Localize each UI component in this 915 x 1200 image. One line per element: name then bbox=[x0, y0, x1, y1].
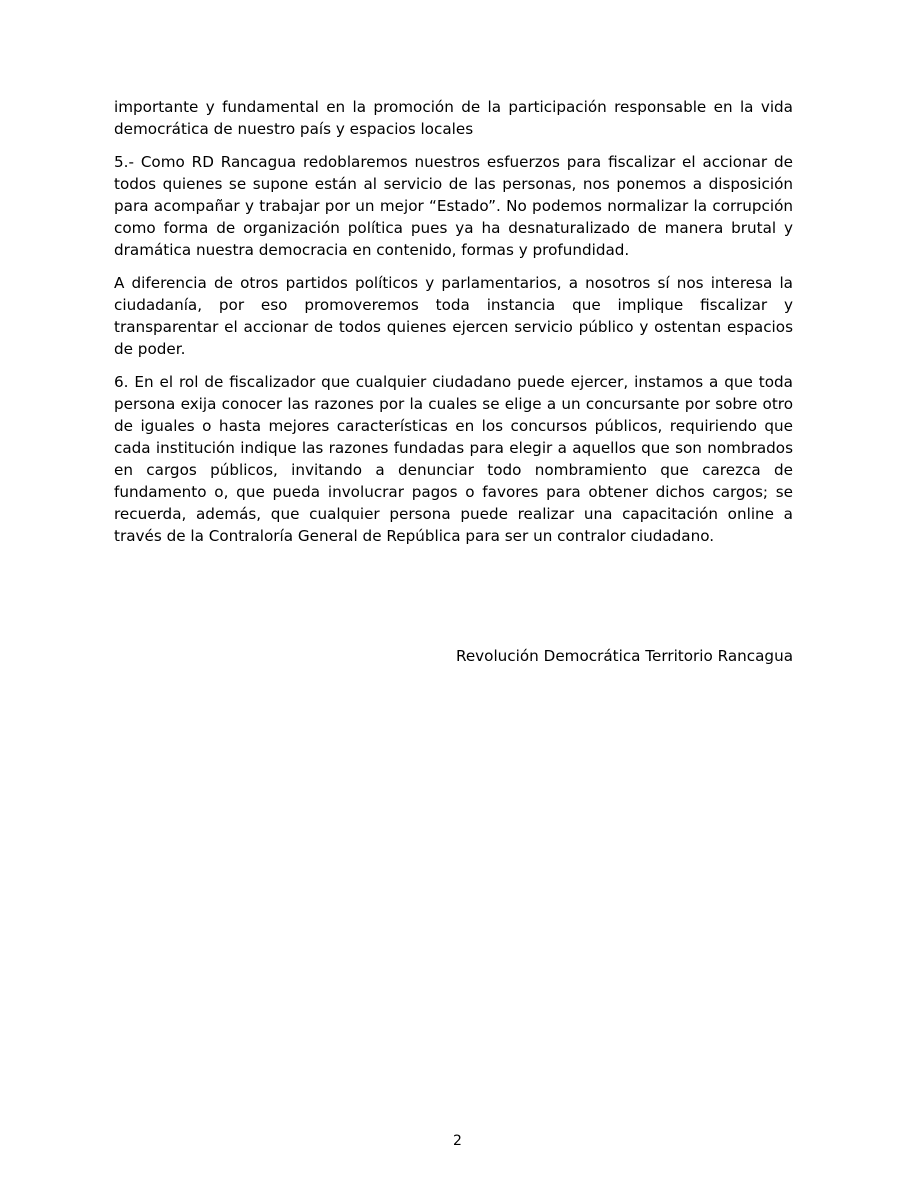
paragraph-point-6: 6. En el rol de fiscalizador que cualquier ciudadano puede ejercer, instamos a que toda persona exija conocer las razones por la cuales se elige a un concursante por sobre otro de iguales o hasta mejores características en los concursos públicos, requiriendo que cada institución indique las razones fundadas para elegir a aquellos que son nombrados en cargos públicos, invitando a denunciar todo nombramiento que carezca de fundamento o, que pueda involucrar pagos o favores para obtener dichos cargos; se recuerda, además, que cualquier persona puede realizar una capacitación online a través de la Contraloría General de República para ser un contralor ciudadano. bbox=[114, 373, 793, 545]
paragraph-continuation: importante y fundamental en la promoción de la participación responsable en la vida democrática de nuestro país y espacios locales bbox=[114, 98, 793, 138]
paragraph-point-5: 5.- Como RD Rancagua redoblaremos nuestros esfuerzos para fiscalizar el accionar de todos quienes se supone están al servicio de las personas, nos ponemos a disposición para acompañar y trabajar por un mejor “Estado”. No podemos normalizar la corrupción como forma de organización política pues ya ha desnaturalizado de manera brutal y dramática nuestra democracia en contenido, formas y profundidad. bbox=[114, 153, 793, 259]
page-number: 2 bbox=[453, 1133, 462, 1149]
document-body bbox=[114, 96, 793, 558]
signature-line: Revolución Democrática Territorio Rancagua bbox=[455, 647, 793, 665]
paragraph-citizenship: A diferencia de otros partidos políticos y parlamentarios, a nosotros sí nos interesa la ciudadanía, por eso promoveremos toda instancia que implique fiscalizar y transparentar el accionar de todos quienes ejercen servicio público y ostentan espacios de poder. bbox=[114, 274, 793, 358]
